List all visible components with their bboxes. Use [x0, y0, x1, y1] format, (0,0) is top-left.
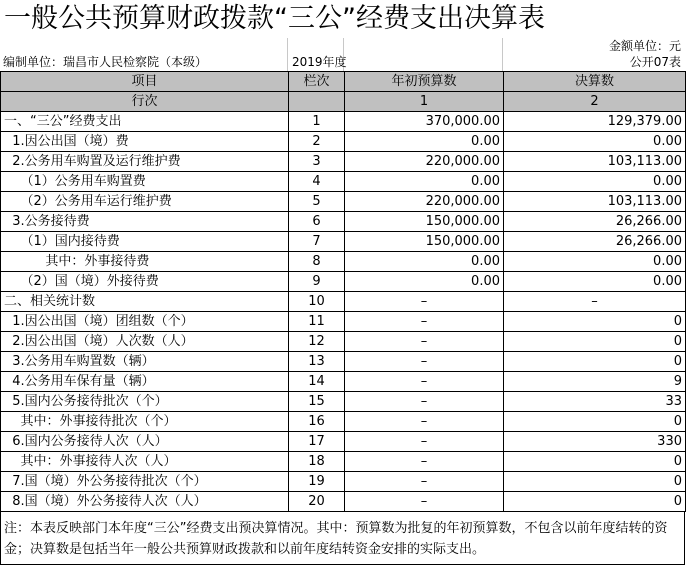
table-row — [1, 212, 686, 232]
table-code: 公开07表 — [629, 55, 681, 69]
table-row — [1, 412, 686, 432]
reporting-unit: 编制单位：瑞昌市人民检察院（本级） — [3, 55, 208, 69]
row-budget: 370,000.00 — [345, 112, 504, 132]
row-item: （1）国内接待费 — [1, 232, 289, 252]
table-row — [1, 112, 686, 132]
row-budget: 220,000.00 — [345, 192, 504, 212]
row-item: 6.国内公务接待人次（人） — [1, 432, 289, 452]
row-budget: 0.00 — [345, 252, 504, 272]
row-budget: – — [345, 412, 504, 432]
header-budget-no: 1 — [345, 92, 504, 112]
table-subheader-row — [1, 92, 686, 112]
table-row — [1, 312, 686, 332]
row-number: 18 — [289, 452, 345, 472]
row-final: 0 — [504, 312, 686, 332]
table-row — [1, 332, 686, 352]
row-number: 11 — [289, 312, 345, 332]
row-item: 3.公务接待费 — [1, 212, 289, 232]
row-item: 其中：外事接待批次（个） — [1, 412, 289, 432]
row-number: 10 — [289, 292, 345, 312]
row-item: （2）国（境）外接待费 — [1, 272, 289, 292]
table-row — [1, 432, 686, 452]
amount-unit-label: 金额单位：元 — [608, 39, 681, 53]
row-budget: 220,000.00 — [345, 152, 504, 172]
report-year: 2019年度 — [292, 55, 347, 69]
row-final: 330 — [504, 432, 686, 452]
row-final: 0.00 — [504, 272, 686, 292]
row-item: 3.公务用车购置数（辆） — [1, 352, 289, 372]
row-number: 16 — [289, 412, 345, 432]
row-item: 4.公务用车保有量（辆） — [1, 372, 289, 392]
row-item: 其中：外事接待人次（人） — [1, 452, 289, 472]
table-row — [1, 372, 686, 392]
row-budget: – — [345, 472, 504, 492]
table-row — [1, 172, 686, 192]
row-number: 13 — [289, 352, 345, 372]
row-final: 0.00 — [504, 172, 686, 192]
table-row — [1, 392, 686, 412]
table-row — [1, 192, 686, 212]
row-final: 103,113.00 — [504, 152, 686, 172]
row-budget: – — [345, 492, 504, 512]
row-final: 0 — [504, 332, 686, 352]
expense-table — [0, 71, 686, 512]
row-budget: – — [345, 312, 504, 332]
header-budget: 年初预算数 — [345, 72, 504, 92]
row-final: 0 — [504, 472, 686, 492]
row-final: 103,113.00 — [504, 192, 686, 212]
table-meta — [0, 54, 687, 71]
row-budget: 0.00 — [345, 172, 504, 192]
row-final: 33 — [504, 392, 686, 412]
row-budget: 150,000.00 — [345, 212, 504, 232]
row-number: 8 — [289, 252, 345, 272]
row-budget: – — [345, 352, 504, 372]
header-row-blank — [289, 92, 345, 112]
table-note: 注：本表反映部门本年度“三公”经费支出预决算情况。其中：预算数为批复的年初预算数，不包含以前年度结转的资金；决算数是包括当年一般公共预算财政拨款和以前年度结转资金安排的实际支出。 — [0, 511, 685, 565]
row-number: 5 — [289, 192, 345, 212]
row-budget: 0.00 — [345, 272, 504, 292]
row-number: 14 — [289, 372, 345, 392]
row-item: 7.国（境）外公务接待批次（个） — [1, 472, 289, 492]
row-budget: 150,000.00 — [345, 232, 504, 252]
table-row — [1, 492, 686, 512]
row-final: 0 — [504, 492, 686, 512]
row-item: 其中：外事接待费 — [1, 252, 289, 272]
table-row — [1, 472, 686, 492]
table-row — [1, 352, 686, 372]
header-row-label: 行次 — [1, 92, 289, 112]
header-final: 决算数 — [504, 72, 686, 92]
table-row — [1, 232, 686, 252]
row-item: 一、“三公”经费支出 — [1, 112, 289, 132]
row-number: 2 — [289, 132, 345, 152]
row-budget: – — [345, 432, 504, 452]
row-item: 1.因公出国（境）费 — [1, 132, 289, 152]
row-final: 26,266.00 — [504, 212, 686, 232]
row-budget: – — [345, 452, 504, 472]
row-item: 5.国内公务接待批次（个） — [1, 392, 289, 412]
row-final: 0 — [504, 352, 686, 372]
row-number: 17 — [289, 432, 345, 452]
row-final: 0 — [504, 412, 686, 432]
row-final: 0.00 — [504, 132, 686, 152]
row-budget: – — [345, 392, 504, 412]
row-item: 2.公务用车购置及运行维护费 — [1, 152, 289, 172]
table-row — [1, 452, 686, 472]
row-final: – — [504, 292, 686, 312]
row-item: 二、相关统计数 — [1, 292, 289, 312]
table-row — [1, 252, 686, 272]
row-item: （2）公务用车运行维护费 — [1, 192, 289, 212]
row-number: 19 — [289, 472, 345, 492]
row-final: 0 — [504, 452, 686, 472]
row-item: 1.因公出国（境）团组数（个） — [1, 312, 289, 332]
row-number: 20 — [289, 492, 345, 512]
header-item: 项目 — [1, 72, 289, 92]
row-final: 0.00 — [504, 252, 686, 272]
row-number: 3 — [289, 152, 345, 172]
row-budget: – — [345, 292, 504, 312]
header-final-no: 2 — [504, 92, 686, 112]
row-number: 1 — [289, 112, 345, 132]
row-number: 6 — [289, 212, 345, 232]
table-title: 一般公共预算财政拨款“三公”经费支出决算表 — [4, 3, 545, 34]
row-number: 15 — [289, 392, 345, 412]
table-row — [1, 292, 686, 312]
row-final: 129,379.00 — [504, 112, 686, 132]
row-budget: – — [345, 372, 504, 392]
row-number: 9 — [289, 272, 345, 292]
row-budget: 0.00 — [345, 132, 504, 152]
row-item: 2.因公出国（境）人次数（人） — [1, 332, 289, 352]
table-row — [1, 152, 686, 172]
row-item: 8.国（境）外公务接待人次（人） — [1, 492, 289, 512]
row-final: 9 — [504, 372, 686, 392]
row-final: 26,266.00 — [504, 232, 686, 252]
row-number: 12 — [289, 332, 345, 352]
header-col: 栏次 — [289, 72, 345, 92]
table-row — [1, 132, 686, 152]
row-number: 4 — [289, 172, 345, 192]
table-header-row — [1, 72, 686, 92]
table-row — [1, 272, 686, 292]
row-budget: – — [345, 332, 504, 352]
row-item: （1）公务用车购置费 — [1, 172, 289, 192]
row-number: 7 — [289, 232, 345, 252]
